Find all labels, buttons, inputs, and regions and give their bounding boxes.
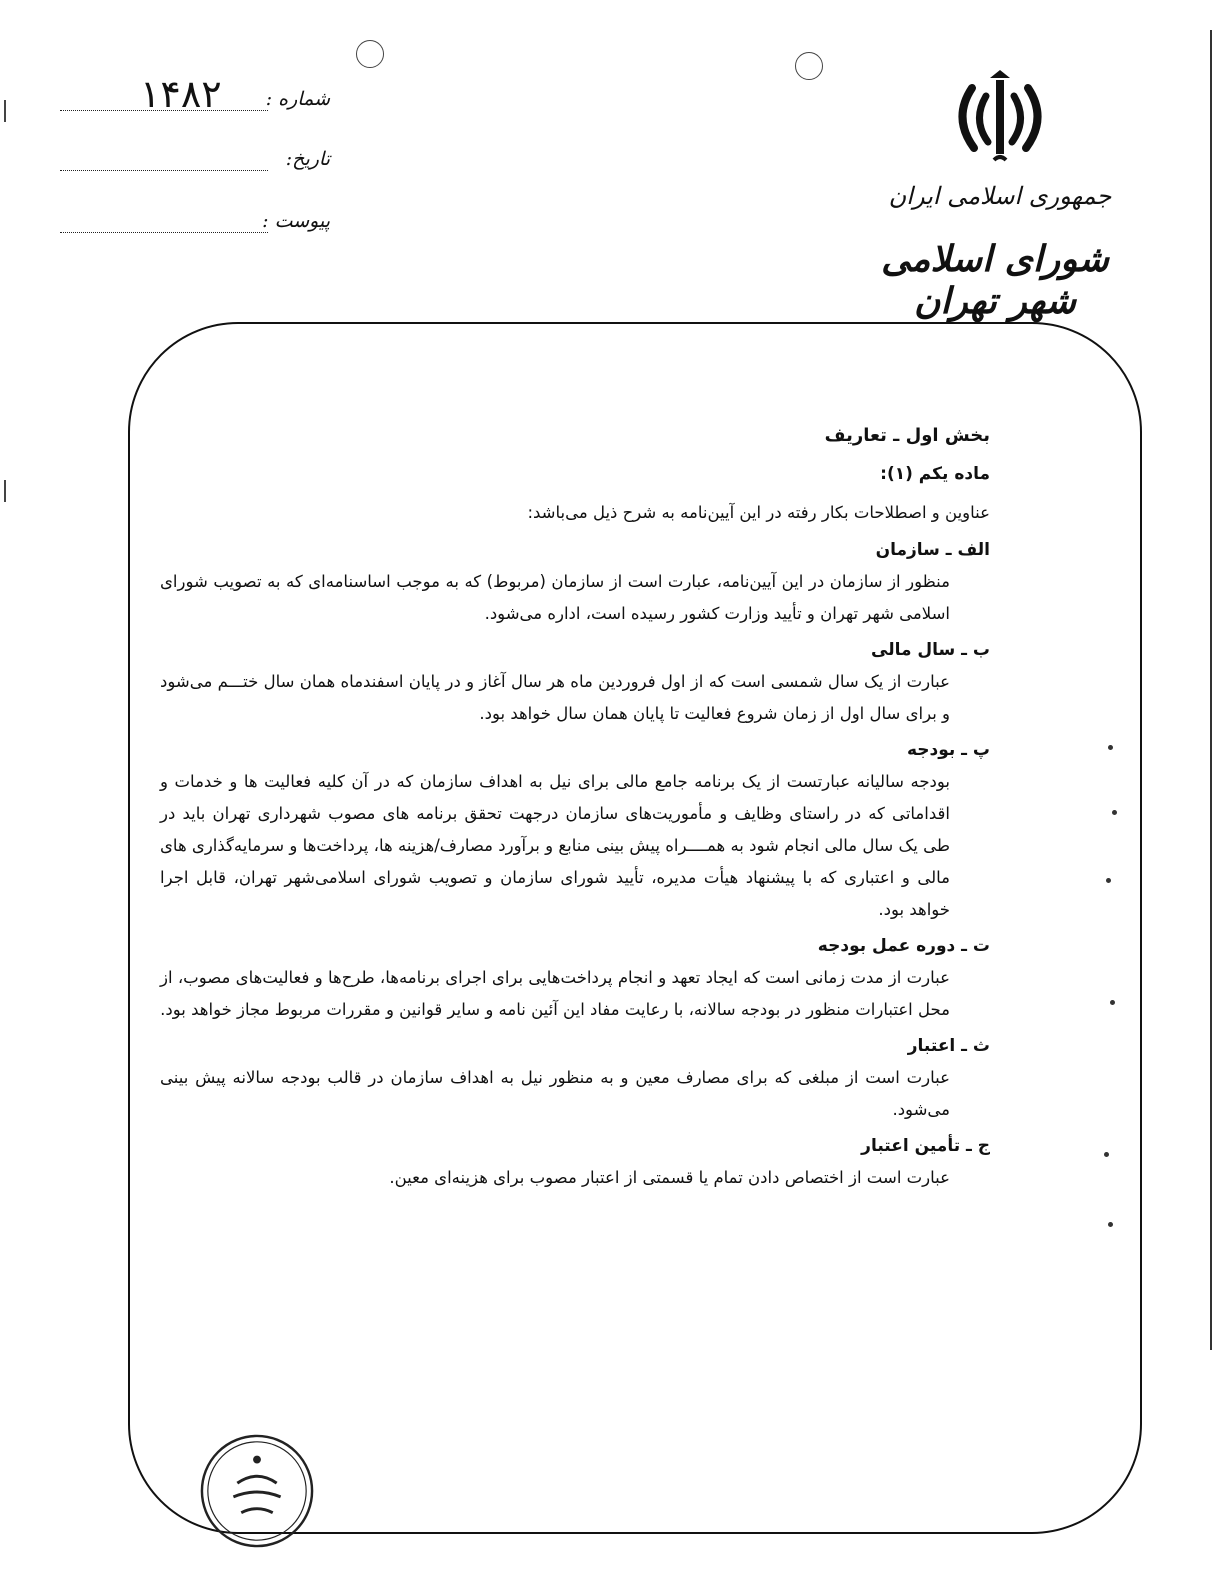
definition-text: بودجه سالیانه عبارتست از یک برنامه جامع مالی برای نیل به اهداف سازمان که در آن کلیه فعالیت ها و خدمات و اقداماتی که در راستای وظایف و مأموریت‌های سازمان درجهت تحقق برنامه های مصوب شهرداری تهران باید در طی یک سال مالی انجام شود به همــــراه پیش بینی منابع و برآورد مصارف/هزینه ها، پرداخت‌ها و سرمایه‌گذاری های مالی و اعتباری که با پیشنهاد هیأت مدیره، تأیید شورای سازمان و تصویب شورای اسلامی‌شهر تهران، قابل اجرا خواهد بود. — [160, 772, 950, 919]
iran-emblem-icon — [950, 70, 1050, 170]
org-line-2: شورای اسلامی شهر تهران — [881, 238, 1109, 322]
definition-item — [160, 534, 990, 630]
scan-mark — [4, 480, 6, 502]
definition-item — [160, 1130, 990, 1194]
definition-text: منظور از سازمان در این آیین‌نامه، عبارت است از سازمان (مربوط) که به موجب اساسنامه‌ای که به تصویب شورای اسلامی شهر تهران و تأیید وزارت کشور رسیده است، اداره می‌شود. — [160, 572, 950, 623]
definition-item — [160, 634, 990, 730]
definition-text: عبارت است از اختصاص دادن تمام یا قسمتی از اعتبار مصوب برای هزینه‌ای معین. — [389, 1168, 950, 1187]
document-body — [160, 420, 990, 1194]
definition-item — [160, 1030, 990, 1126]
intro-paragraph: عناوین و اصطلاحات بکار رفته در این آیین‌نامه به شرح ذیل می‌باشد: — [527, 503, 990, 522]
org-line-1: جمهوری اسلامی ایران — [888, 182, 1112, 210]
definition-term: ت ـ دوره عمل بودجه — [817, 936, 990, 956]
definition-term: الف ـ سازمان — [875, 540, 990, 560]
scan-mark — [4, 100, 6, 122]
definition-item — [160, 734, 990, 926]
attachment-label: پیوست : — [262, 210, 330, 232]
definition-text: عبارت است از مبلغی که برای مصارف معین و به منظور نیل به اهداف سازمان در قالب بودجه سالانه پیش بینی می‌شود. — [160, 1068, 950, 1119]
definition-item — [160, 930, 990, 1026]
attachment-dotted-line — [60, 232, 268, 233]
date-field — [60, 148, 330, 182]
punch-hole-right — [795, 52, 823, 80]
council-seal-icon — [198, 1432, 316, 1550]
definition-text: عبارت از یک سال شمسی است که از اول فروردین ماه هر سال آغاز و در پایان اسفندماه همان سال ختـــم می‌شود و برای سال اول از زمان شروع فعالیت تا پایان همان سال خواهد بود. — [160, 672, 950, 723]
number-label: شماره : — [265, 88, 330, 110]
number-field — [60, 72, 330, 122]
definition-term: پ ـ بودجه — [906, 740, 990, 760]
punch-hole-left — [356, 40, 384, 68]
definition-text: عبارت از مدت زمانی است که ایجاد تعهد و انجام پرداخت‌هایی برای اجرای برنامه‌ها، طرح‌ها و فعالیت‌های مصوب، از محل اعتبارات منظور در بودجه سالانه، با رعایت مفاد این آئین نامه و سایر قوانین و مقررات مربوط مجاز خواهد بود. — [160, 968, 950, 1019]
date-dotted-line — [60, 170, 268, 171]
section-title: بخش اول ـ تعاریف — [824, 425, 990, 446]
page-edge-line — [1210, 30, 1212, 1350]
article-heading: ماده یکم (۱): — [880, 464, 990, 484]
number-value: ۱۴۸۲ — [140, 72, 222, 116]
definition-term: ث ـ اعتبار — [907, 1036, 990, 1056]
attachment-field — [60, 210, 330, 244]
definition-term: ج ـ تأمین اعتبار — [861, 1136, 990, 1156]
definition-term: ب ـ سال مالی — [871, 640, 990, 660]
date-label: تاریخ: — [285, 148, 330, 170]
